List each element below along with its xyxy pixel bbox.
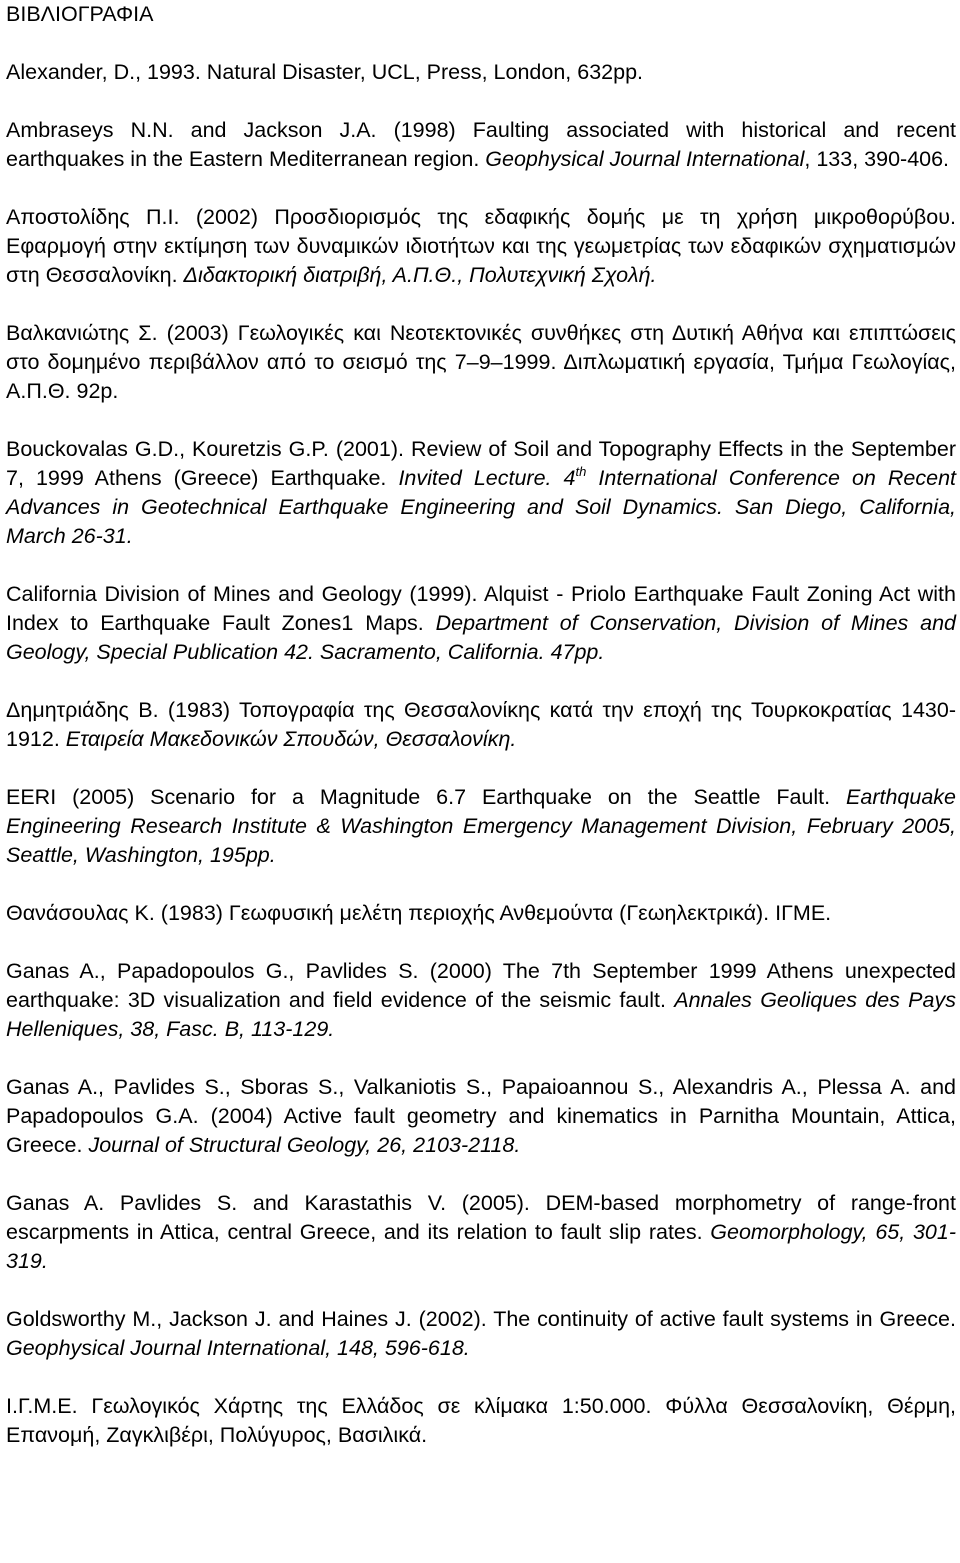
reference-text: Ganas A., Pavlides S., Sboras S., Valkaniotis S., Papaioannou S., Alexandris A., Plessa A. and Papadopoulos G.A. (2004) Active fault geometry and kinematics in Parnitha Mountain, Attica, Greece. (6, 1075, 956, 1157)
reference-italic-text: Geomorphology, 65, 301-319. (6, 1220, 956, 1273)
reference-text: Ganas A., Papadopoulos G., Pavlides S. (2000) The 7th September 1999 Athens unexpected earthquake: 3D visualization and field evidence of the seismic fault. (6, 959, 956, 1012)
reference-text: , 133, 390-406. (804, 147, 950, 171)
reference-list (6, 58, 956, 1450)
reference-text: Θανάσουλας Κ. (1983) Γεωφυσική μελέτη περιοχής Ανθεμούντα (Γεωηλεκτρικά). ΙΓΜΕ. (6, 901, 832, 925)
reference-italic-text: Invited Lecture. 4 (398, 466, 576, 490)
reference-superscript: th (575, 464, 587, 479)
reference-entry (6, 1189, 956, 1276)
reference-entry (6, 319, 956, 406)
reference-entry (6, 1305, 956, 1363)
reference-entry (6, 783, 956, 870)
reference-text: Alexander, D., 1993. Natural Disaster, UCL, Press, London, 632pp. (6, 60, 644, 84)
reference-entry (6, 435, 956, 551)
bibliography-heading: ΒΙΒΛΙΟΓΡΑΦΙΑ (6, 2, 154, 26)
reference-text: Goldsworthy M., Jackson J. and Haines J. (2002). The continuity of active fault systems in Greece. (6, 1307, 956, 1331)
reference-entry (6, 1073, 956, 1160)
reference-italic-text: Εταιρεία Μακεδονικών Σπουδών, Θεσσαλονίκη. (65, 727, 517, 751)
reference-entry (6, 203, 956, 290)
reference-italic-text: Διδακτορική διατριβή, Α.Π.Θ., Πολυτεχνική Σχολή. (183, 263, 657, 287)
reference-entry (6, 580, 956, 667)
reference-text: Ι.Γ.Μ.Ε. Γεωλογικός Χάρτης της Ελλάδος σε κλίμακα 1:50.000. Φύλλα Θεσσαλονίκη, Θέρμη, Επανομή, Ζαγκλιβέρι, Πολύγυρος, Βασιλικά. (6, 1394, 956, 1447)
reference-entry (6, 696, 956, 754)
reference-italic-text: Geophysical Journal International (485, 147, 805, 171)
heading-spacer (6, 29, 956, 58)
reference-entry (6, 116, 956, 174)
reference-entry (6, 899, 956, 928)
reference-italic-text: Annales Geoliques des Pays Helleniques, 38, Fasc. B, 113-129. (6, 988, 956, 1041)
bibliography-page (6, 0, 956, 1450)
reference-text: Ganas A. Pavlides S. and Karastathis V. (2005). DEM-based morphometry of range-front escarpments in Attica, central Greece, and its relation to fault slip rates. (6, 1191, 956, 1244)
reference-italic-text: Geophysical Journal International, 148, 596-618. (6, 1336, 470, 1360)
reference-text: EERI (2005) Scenario for a Magnitude 6.7 Earthquake on the Seattle Fault. (6, 785, 847, 809)
reference-text: Ambraseys N.N. and Jackson J.A. (1998) Faulting associated with historical and recent earthquakes in the Eastern Mediterranean region. (6, 118, 956, 171)
reference-text: Δημητριάδης Β. (1983) Τοπογραφία της Θεσσαλονίκης κατά την εποχή της Τουρκοκρατίας 1430-1912. (6, 698, 956, 751)
reference-italic-text: Earthquake Engineering Research Institute & Washington Emergency Management Division, February 2005, Seattle, Washington, 195pp. (6, 785, 956, 867)
reference-italic-text: Journal of Structural Geology, 26, 2103-2118. (88, 1133, 521, 1157)
reference-italic-text: International Conference on Recent Advances in Geotechnical Earthquake Engineering and Soil Dynamics. San Diego, California, March 26-31. (6, 466, 957, 548)
reference-entry (6, 1392, 956, 1450)
reference-text: Bouckovalas G.D., Kouretzis G.P. (2001). Review of Soil and Topography Effects in the September 7, 1999 Athens (Greece) Earthquake. (6, 437, 956, 490)
reference-text: Αποστολίδης Π.Ι. (2002) Προσδιορισμός της εδαφικής δομής με τη χρήση μικροθορύβου. Εφαρμογή στην εκτίμηση των δυναμικών ιδιοτήτων και της γεωμετρίας των εδαφικών σχηματισμών στη Θεσσαλονίκη. (6, 205, 956, 287)
reference-entry (6, 58, 956, 87)
reference-text: California Division of Mines and Geology (1999). Alquist - Priolo Earthquake Fault Zoning Act with Index to Earthquake Fault Zones1 Maps. (6, 582, 956, 635)
reference-italic-text: Department of Conservation, Division of Mines and Geology, Special Publication 42. Sacramento, California. 47pp. (6, 611, 956, 664)
reference-text: Βαλκανιώτης Σ. (2003) Γεωλογικές και Νεοτεκτονικές συνθήκες στη Δυτική Αθήνα και επιπτώσεις στο δομημένο περιβάλλον από το σεισμό της 7–9–1999. Διπλωματική εργασία, Τμήμα Γεωλογίας, Α.Π.Θ. 92p. (6, 321, 956, 403)
reference-entry (6, 957, 956, 1044)
